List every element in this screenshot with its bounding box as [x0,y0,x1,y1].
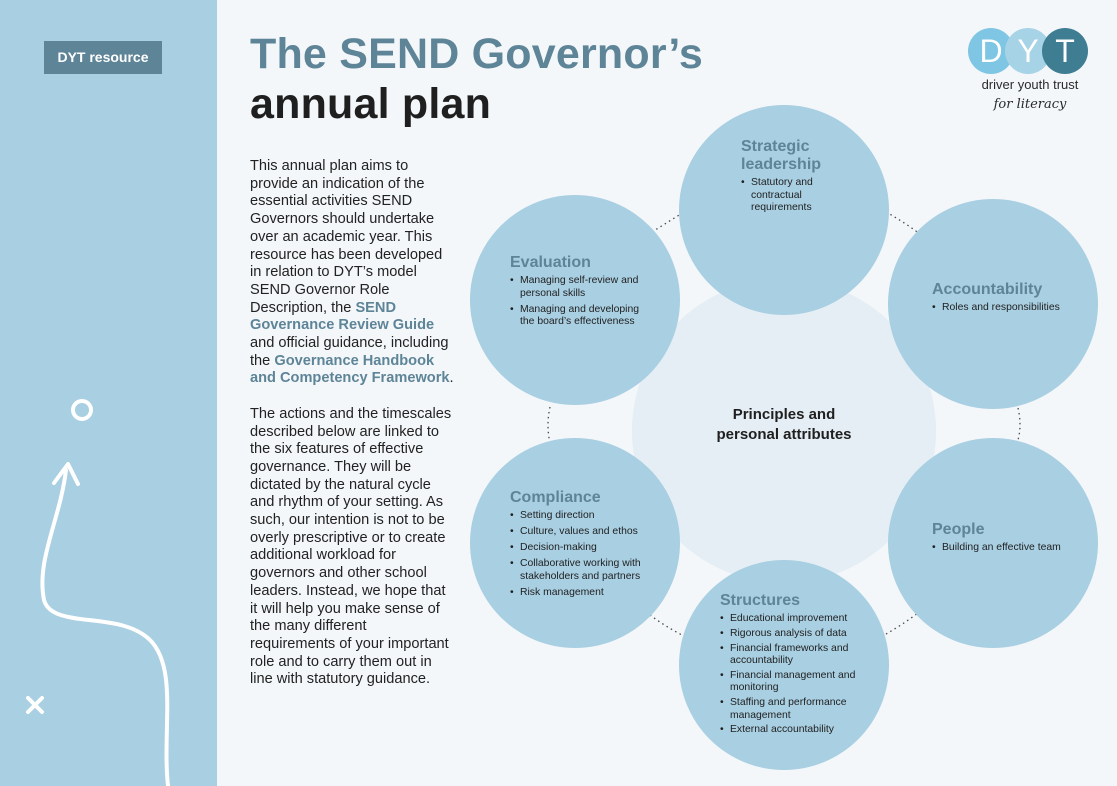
list-item: • External accountability [720,724,860,737]
connector-accountability-people [1018,408,1020,440]
list-item: • Financial management and monitoring [720,670,860,695]
arrow-path [42,470,168,786]
connector-evaluation-compliance [548,407,550,443]
connector-strategic-accountability [886,212,920,234]
sidebar [0,0,217,786]
connector-compliance-structures [650,615,684,636]
list-item: • Rigorous analysis of data [720,628,860,641]
feature-list [510,510,660,603]
list-item: • Decision-making [510,542,660,555]
connector-structures-people [886,613,918,634]
logo-letter-d: D [968,28,1014,74]
circle-icon [73,401,91,419]
feature-structures [679,560,889,770]
send-governance-review-guide-link[interactable]: SEND Governance Review Guide [250,299,435,334]
intro-paragraph-1: This annual plan aims to provide an indication of the essential activities SEND Governors should undertake over an academic year. This resource has been developed in relation to DYT’s model SEND Governor Role Description, the SEND Governance Review Guide and official guidance, including the Governance Handbook and Competency Framework. [250,158,454,387]
intro-paragraph-2: The actions and the timescales described below are linked to the six features of effective governance. They will be dictated by the natural cycle and rhythm of your setting. As such, our intention is not to be overly prescriptive or to create additional workload for governors and other school leaders. Instead, we hope that it will help you make sense of the many different requirements of your important role and to carry them out in line with statutory guidance. [250,405,452,688]
list-item: • Managing self-review and personal skills [510,275,640,300]
feature-list [741,177,851,218]
feature-evaluation [470,195,680,405]
logo-tagline: for literacy [993,97,1067,112]
page-title-line2: annual plan [250,80,492,128]
list-item: • Setting direction [510,510,660,523]
feature-list [932,302,1092,318]
decorative-arrow-graphic [0,0,217,786]
feature-list [932,542,1092,558]
center-label: Principles and personal attributes [716,406,852,443]
feature-title: Evaluation [510,254,591,271]
list-item: • Collaborative working with stakeholders and partners [510,558,660,583]
dyt-logo [966,28,1094,128]
feature-list [510,275,640,332]
list-item: • Staffing and performance management [720,697,860,722]
feature-title: Strategic leadership [741,138,822,173]
feature-title: Accountability [932,281,1043,298]
resource-badge: DYT resource [44,41,162,74]
page-title-line1: The SEND Governor’s [250,30,704,78]
list-item: • Statutory and contractual requirements [741,177,851,215]
list-item: • Culture, values and ethos [510,526,660,539]
feature-list [720,613,860,739]
list-item: • Risk management [510,587,660,600]
logo-name: driver youth trust [981,77,1079,92]
list-item: • Roles and responsibilities [932,302,1092,315]
logo-letter-t: T [1042,28,1088,74]
feature-title: People [932,521,985,538]
list-item: • Managing and developing the board’s effectiveness [510,304,640,329]
feature-people [888,438,1098,648]
intro-text [250,158,455,707]
list-item: • Financial frameworks and accountability [720,643,860,668]
feature-compliance [470,438,680,648]
feature-accountability [888,199,1098,409]
feature-title: Compliance [510,489,601,506]
list-item: • Building an effective team [932,542,1092,555]
feature-title: Structures [720,592,801,609]
list-item: • Educational improvement [720,613,860,626]
cross-icon [28,698,42,712]
feature-strategic-leadership [679,105,889,315]
logo-letter-y: Y [1005,28,1051,74]
governance-handbook-link[interactable]: Governance Handbook and Competency Framework [250,352,450,387]
